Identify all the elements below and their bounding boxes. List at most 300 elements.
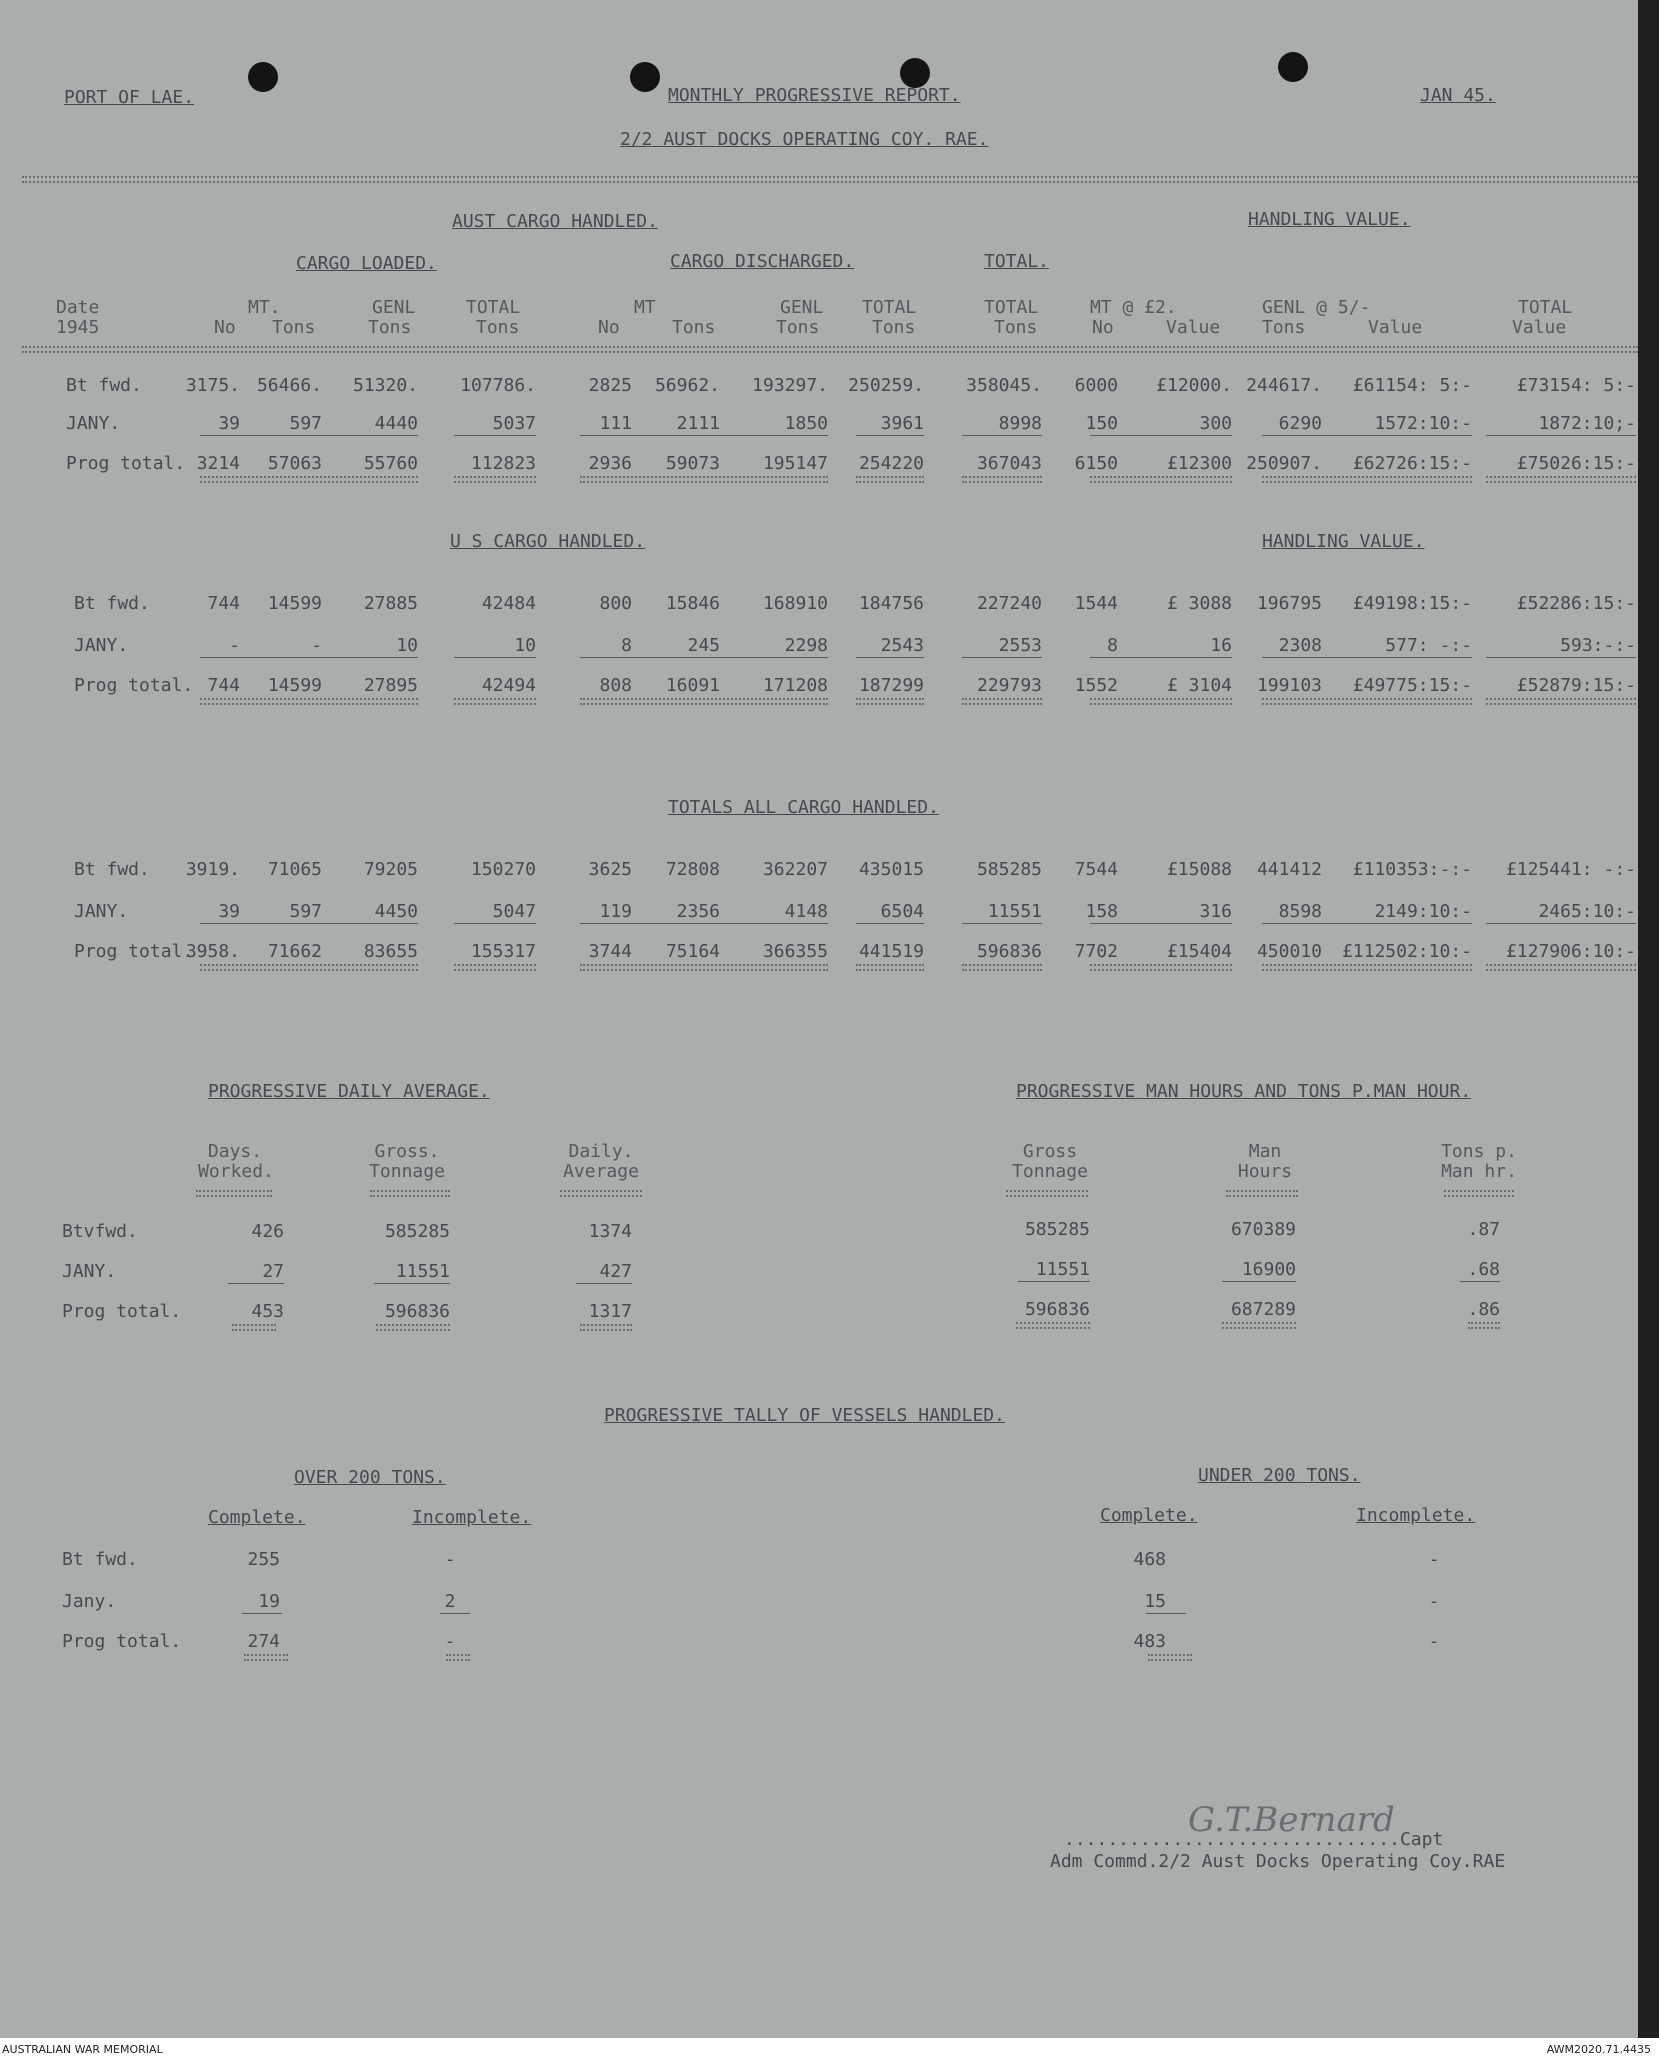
- col-loaded-genl: GENL: [372, 297, 416, 318]
- table-cell: 57063: [267, 453, 322, 474]
- row-underline: [856, 657, 924, 658]
- row-underline: [1486, 657, 1636, 658]
- col-mt-at-value: Value: [1166, 317, 1221, 338]
- table-cell: 71662: [267, 941, 322, 962]
- row-underline: [242, 1613, 282, 1614]
- table-cell: 6504: [880, 901, 924, 922]
- table-cell: 316: [1199, 901, 1232, 922]
- table-cell: 5047: [492, 901, 536, 922]
- table-cell: 3214: [196, 453, 240, 474]
- table-cell: 596836: [976, 941, 1042, 962]
- total-double-rule: [200, 476, 418, 483]
- row-underline: [1146, 1613, 1186, 1614]
- table-cell: £110353:-:-: [1352, 859, 1472, 880]
- col-gross: Gross.: [374, 1141, 440, 1162]
- col-days-worked: Worked.: [198, 1161, 274, 1182]
- table-cell: 687289: [1230, 1299, 1296, 1320]
- table-cell: 16900: [1241, 1259, 1296, 1280]
- total-double-rule: [1486, 964, 1636, 971]
- table-cell: £15404: [1166, 941, 1232, 962]
- row-label: Prog total.: [74, 675, 194, 696]
- table-cell: 244617.: [1246, 375, 1322, 396]
- table-cell: 14599: [267, 593, 322, 614]
- row-underline: [1262, 657, 1472, 658]
- punch-hole-4: [1278, 52, 1308, 82]
- table-cell: 1317: [588, 1301, 632, 1322]
- col-gross-tonnage: Tonnage: [369, 1161, 445, 1182]
- table-cell: £ 3088: [1166, 593, 1232, 614]
- col-loaded-total: TOTAL: [466, 297, 521, 318]
- table-cell: 744: [207, 675, 240, 696]
- row-underline: [200, 657, 418, 658]
- table-cell: 8: [621, 635, 632, 656]
- signature-dots: ...............................Capt: [1064, 1829, 1444, 1850]
- col-loaded-mt: MT.: [248, 297, 281, 318]
- table-cell: 51320.: [352, 375, 418, 396]
- header-rule: [1006, 1190, 1088, 1197]
- total-double-rule: [1090, 964, 1232, 971]
- table-cell: .87: [1467, 1219, 1500, 1240]
- row-underline: [1222, 1281, 1296, 1282]
- col-mh-gross-tonnage: Tonnage: [1012, 1161, 1088, 1182]
- table-cell: 808: [599, 675, 632, 696]
- col-mh-man-hours: Hours: [1237, 1161, 1293, 1182]
- us-title: U S CARGO HANDLED.: [450, 531, 646, 552]
- row-underline: [454, 923, 536, 924]
- double-rule: [22, 346, 1638, 353]
- table-cell: 10: [514, 635, 536, 656]
- total-double-rule: [1016, 1322, 1090, 1329]
- col-daily-average: Average: [563, 1161, 639, 1182]
- table-cell: 39: [218, 413, 240, 434]
- table-cell: £75026:15:-: [1516, 453, 1636, 474]
- over-complete-cell: 274: [247, 1631, 280, 1652]
- row-label: JANY.: [66, 413, 121, 434]
- table-cell: 16091: [665, 675, 720, 696]
- table-cell: 585285: [1024, 1219, 1090, 1240]
- table-cell: 15846: [665, 593, 720, 614]
- table-cell: £15088: [1166, 859, 1232, 880]
- table-cell: 3175.: [185, 375, 240, 396]
- row-underline: [1018, 1281, 1090, 1282]
- table-cell: 2149:10:-: [1374, 901, 1472, 922]
- group-cargo-discharged: CARGO DISCHARGED.: [670, 251, 855, 272]
- col-genl-at: GENL @ 5/-: [1262, 297, 1371, 318]
- table-cell: 4440: [374, 413, 418, 434]
- row-underline: [576, 1283, 632, 1284]
- total-double-rule: [454, 476, 536, 483]
- table-cell: £12300: [1166, 453, 1232, 474]
- col-disch-mt: MT: [634, 297, 656, 318]
- table-cell: £49775:15:-: [1352, 675, 1472, 696]
- total-double-rule: [446, 1654, 470, 1661]
- under-incomplete-header: Incomplete.: [1356, 1505, 1476, 1526]
- table-cell: 8598: [1278, 901, 1322, 922]
- table-cell: £52286:15:-: [1516, 593, 1636, 614]
- table-cell: 39: [218, 901, 240, 922]
- table-cell: 171208: [762, 675, 828, 696]
- col-total-value: TOTAL: [1518, 297, 1573, 318]
- col-disch-total-tons: Tons: [872, 317, 916, 338]
- table-cell: 2825: [588, 375, 632, 396]
- vessels-title: PROGRESSIVE TALLY OF VESSELS HANDLED.: [604, 1405, 1005, 1426]
- under-200-title: UNDER 200 TONS.: [1198, 1465, 1361, 1486]
- total-double-rule: [856, 964, 924, 971]
- row-underline: [440, 1613, 470, 1614]
- over-200-title: OVER 200 TONS.: [294, 1467, 446, 1488]
- total-double-rule: [580, 476, 828, 483]
- col-genl-at-tons: Tons: [1262, 317, 1306, 338]
- table-cell: 1544: [1074, 593, 1118, 614]
- row-underline: [856, 923, 924, 924]
- row-underline: [1090, 923, 1232, 924]
- row-label: Prog total.: [74, 941, 194, 962]
- man-hours-title: PROGRESSIVE MAN HOURS AND TONS P.MAN HOUR.: [1016, 1081, 1472, 1102]
- table-cell: 6150: [1074, 453, 1118, 474]
- col-daily: Daily.: [568, 1141, 634, 1162]
- group-cargo-loaded: CARGO LOADED.: [296, 253, 437, 274]
- table-cell: 3744: [588, 941, 632, 962]
- row-underline: [1262, 923, 1472, 924]
- table-cell: 441519: [858, 941, 924, 962]
- over-incomplete-cell: -: [444, 1631, 456, 1652]
- total-double-rule: [1486, 476, 1636, 483]
- table-cell: £61154: 5:-: [1352, 375, 1472, 396]
- row-underline: [580, 657, 828, 658]
- col-loaded-total-tons: Tons: [476, 317, 520, 338]
- table-cell: 362207: [762, 859, 828, 880]
- header-rule: [196, 1190, 272, 1197]
- table-cell: 4148: [784, 901, 828, 922]
- col-mh-tons-per-hour: Man hr.: [1441, 1161, 1517, 1182]
- col-days: Days.: [207, 1141, 263, 1162]
- total-double-rule: [1090, 476, 1232, 483]
- row-label: JANY.: [62, 1261, 117, 1282]
- unit-heading: 2/2 AUST DOCKS OPERATING COY. RAE.: [620, 129, 989, 150]
- table-cell: 597: [289, 413, 322, 434]
- total-double-rule: [580, 964, 828, 971]
- table-cell: 168910: [762, 593, 828, 614]
- archive-name: AUSTRALIAN WAR MEMORIAL: [2, 2043, 163, 2056]
- table-cell: 585285: [384, 1221, 450, 1242]
- double-rule: [22, 176, 1638, 183]
- row-underline: [454, 435, 536, 436]
- total-double-rule: [376, 1324, 450, 1331]
- table-cell: 3961: [880, 413, 924, 434]
- row-underline: [1262, 435, 1472, 436]
- row-underline: [962, 657, 1042, 658]
- table-cell: 596836: [384, 1301, 450, 1322]
- col-total: TOTAL: [984, 297, 1039, 318]
- table-cell: 11551: [395, 1261, 450, 1282]
- table-cell: 593:-:-: [1560, 635, 1636, 656]
- over-complete-header: Complete.: [208, 1507, 306, 1528]
- under-incomplete-cell: -: [1428, 1549, 1440, 1570]
- table-cell: 27: [262, 1261, 284, 1282]
- table-cell: 42494: [481, 675, 536, 696]
- table-cell: 7702: [1074, 941, 1118, 962]
- archive-reference: AWM2020.71.4435: [1546, 2043, 1651, 2056]
- row-underline: [1090, 657, 1232, 658]
- col-date-year: 1945: [56, 317, 100, 338]
- table-cell: -: [229, 635, 240, 656]
- table-cell: 56962.: [654, 375, 720, 396]
- table-cell: 1572:10:-: [1374, 413, 1472, 434]
- total-double-rule: [232, 1324, 276, 1331]
- table-cell: 2298: [784, 635, 828, 656]
- table-cell: 111: [599, 413, 632, 434]
- col-loaded-mt-no: No: [214, 317, 236, 338]
- total-double-rule: [200, 698, 418, 705]
- table-cell: 1872:10;-: [1538, 413, 1636, 434]
- header-rule: [1226, 1190, 1298, 1197]
- row-underline: [1486, 923, 1636, 924]
- total-double-rule: [1486, 698, 1636, 705]
- table-cell: 1374: [588, 1221, 632, 1242]
- total-double-rule: [962, 964, 1042, 971]
- table-cell: 10: [396, 635, 418, 656]
- signature-handwriting: G.T.Bernard: [1188, 1800, 1395, 1840]
- table-cell: 2111: [676, 413, 720, 434]
- table-cell: 196795: [1256, 593, 1322, 614]
- table-cell: £125441: -:-: [1505, 859, 1636, 880]
- row-underline: [962, 923, 1042, 924]
- col-mh-gross: Gross: [1022, 1141, 1078, 1162]
- table-cell: 358045.: [966, 375, 1042, 396]
- table-cell: 2308: [1278, 635, 1322, 656]
- header-rule: [1444, 1190, 1514, 1197]
- table-cell: 426: [251, 1221, 284, 1242]
- table-cell: 4450: [374, 901, 418, 922]
- table-cell: 72808: [665, 859, 720, 880]
- table-cell: 199103: [1256, 675, 1322, 696]
- table-cell: 3919.: [185, 859, 240, 880]
- table-cell: 193297.: [752, 375, 828, 396]
- over-incomplete-header: Incomplete.: [412, 1507, 532, 1528]
- table-cell: 300: [1199, 413, 1232, 434]
- table-cell: 2553: [998, 635, 1042, 656]
- col-disch-mt-tons: Tons: [672, 317, 716, 338]
- col-mt-at-no: No: [1092, 317, 1114, 338]
- aust-handling-value-title: HANDLING VALUE.: [1248, 209, 1411, 230]
- row-underline: [962, 435, 1042, 436]
- row-label: JANY.: [74, 901, 129, 922]
- row-label: Btvfwd.: [62, 1221, 138, 1242]
- table-cell: 744: [207, 593, 240, 614]
- total-double-rule: [580, 698, 828, 705]
- under-complete-cell: 15: [1144, 1591, 1166, 1612]
- table-cell: 187299: [858, 675, 924, 696]
- col-date: Date: [56, 297, 100, 318]
- under-complete-cell: 468: [1133, 1549, 1166, 1570]
- row-underline: [1460, 1281, 1500, 1282]
- table-cell: 14599: [267, 675, 322, 696]
- total-double-rule: [856, 698, 924, 705]
- table-cell: 2543: [880, 635, 924, 656]
- table-cell: 585285: [976, 859, 1042, 880]
- row-label: Bt fwd.: [66, 375, 142, 396]
- row-underline: [200, 435, 418, 436]
- table-cell: 670389: [1230, 1219, 1296, 1240]
- total-double-rule: [200, 964, 418, 971]
- col-mt-at: MT @ £2.: [1090, 297, 1177, 318]
- under-incomplete-cell: -: [1428, 1591, 1440, 1612]
- table-cell: 155317: [470, 941, 536, 962]
- aust-title: AUST CARGO HANDLED.: [452, 211, 658, 232]
- table-cell: 27885: [363, 593, 418, 614]
- table-cell: £ 3104: [1166, 675, 1232, 696]
- table-cell: 254220: [858, 453, 924, 474]
- col-disch-genl: GENL: [780, 297, 824, 318]
- row-label: Prog total.: [66, 453, 186, 474]
- col-mh-tons: Tons p.: [1441, 1141, 1517, 1162]
- table-cell: 55760: [363, 453, 418, 474]
- totals-title: TOTALS ALL CARGO HANDLED.: [668, 797, 939, 818]
- table-cell: 59073: [665, 453, 720, 474]
- table-cell: 79205: [363, 859, 418, 880]
- table-cell: 8: [1107, 635, 1118, 656]
- us-handling-value-title: HANDLING VALUE.: [1262, 531, 1425, 552]
- total-double-rule: [1262, 698, 1472, 705]
- table-cell: 119: [599, 901, 632, 922]
- under-complete-header: Complete.: [1100, 1505, 1198, 1526]
- table-cell: .86: [1467, 1299, 1500, 1320]
- table-cell: 596836: [1024, 1299, 1090, 1320]
- col-mh-man: Man: [1248, 1141, 1282, 1162]
- report-title: MONTHLY PROGRESSIVE REPORT.: [668, 85, 961, 106]
- table-cell: 441412: [1256, 859, 1322, 880]
- punch-hole-1: [248, 62, 278, 92]
- total-double-rule: [856, 476, 924, 483]
- row-label: Bt fwd.: [62, 1549, 138, 1570]
- group-total: TOTAL.: [984, 251, 1050, 272]
- table-cell: 5037: [492, 413, 536, 434]
- row-label: Prog total.: [62, 1631, 182, 1652]
- port-heading: PORT OF LAE.: [64, 87, 195, 108]
- row-underline: [1090, 435, 1232, 436]
- over-complete-cell: 255: [247, 1549, 280, 1570]
- table-cell: 7544: [1074, 859, 1118, 880]
- row-label: Prog total.: [62, 1301, 182, 1322]
- total-double-rule: [1090, 698, 1232, 705]
- over-incomplete-cell: 2: [444, 1591, 456, 1612]
- col-genl-at-value: Value: [1368, 317, 1423, 338]
- table-cell: 800: [599, 593, 632, 614]
- row-underline: [1486, 435, 1636, 436]
- table-cell: £127906:10:-: [1505, 941, 1636, 962]
- total-double-rule: [1468, 1322, 1500, 1329]
- total-double-rule: [1262, 476, 1472, 483]
- col-loaded-genl-tons: Tons: [368, 317, 412, 338]
- col-disch-genl-tons: Tons: [776, 317, 820, 338]
- row-underline: [200, 923, 418, 924]
- table-cell: 107786.: [460, 375, 536, 396]
- table-cell: 195147: [762, 453, 828, 474]
- header-rule: [370, 1190, 450, 1197]
- col-loaded-mt-tons: Tons: [272, 317, 316, 338]
- row-label: Bt fwd.: [74, 593, 150, 614]
- punch-hole-2: [630, 62, 660, 92]
- table-cell: 75164: [665, 941, 720, 962]
- row-underline: [580, 923, 828, 924]
- total-double-rule: [580, 1324, 632, 1331]
- punch-hole-3: [900, 58, 930, 88]
- row-underline: [374, 1283, 450, 1284]
- total-double-rule: [244, 1654, 288, 1661]
- table-cell: 1850: [784, 413, 828, 434]
- table-cell: 6290: [1278, 413, 1322, 434]
- table-cell: 112823: [470, 453, 536, 474]
- over-incomplete-cell: -: [444, 1549, 456, 1570]
- total-double-rule: [454, 698, 536, 705]
- table-cell: 56466.: [256, 375, 322, 396]
- table-cell: .68: [1467, 1259, 1500, 1280]
- total-double-rule: [454, 964, 536, 971]
- table-cell: 250907.: [1246, 453, 1322, 474]
- table-cell: 427: [599, 1261, 632, 1282]
- row-underline: [580, 435, 828, 436]
- table-cell: 229793: [976, 675, 1042, 696]
- total-double-rule: [1262, 964, 1472, 971]
- table-cell: 245: [687, 635, 720, 656]
- table-cell: 11551: [987, 901, 1042, 922]
- table-cell: 435015: [858, 859, 924, 880]
- table-cell: 1552: [1074, 675, 1118, 696]
- total-double-rule: [962, 698, 1042, 705]
- table-cell: 71065: [267, 859, 322, 880]
- col-total-tons: Tons: [994, 317, 1038, 338]
- total-double-rule: [1148, 1654, 1192, 1661]
- under-incomplete-cell: -: [1428, 1631, 1440, 1652]
- table-cell: 3958.: [185, 941, 240, 962]
- table-cell: 577: -:-: [1385, 635, 1472, 656]
- table-cell: £52879:15:-: [1516, 675, 1636, 696]
- table-cell: 250259.: [848, 375, 924, 396]
- table-cell: 366355: [762, 941, 828, 962]
- table-cell: 150: [1085, 413, 1118, 434]
- table-cell: 2356: [676, 901, 720, 922]
- table-cell: 453: [251, 1301, 284, 1322]
- table-cell: £112502:10:-: [1341, 941, 1472, 962]
- table-cell: 2936: [588, 453, 632, 474]
- table-cell: 8998: [998, 413, 1042, 434]
- table-cell: 83655: [363, 941, 418, 962]
- row-underline: [228, 1283, 284, 1284]
- table-cell: 2465:10:-: [1538, 901, 1636, 922]
- table-cell: £12000.: [1156, 375, 1232, 396]
- table-cell: 367043: [976, 453, 1042, 474]
- table-cell: 27895: [363, 675, 418, 696]
- row-label: Jany.: [62, 1591, 117, 1612]
- archive-footer: [0, 2038, 1659, 2061]
- row-underline: [856, 435, 924, 436]
- table-cell: -: [311, 635, 322, 656]
- daily-average-title: PROGRESSIVE DAILY AVERAGE.: [208, 1081, 490, 1102]
- under-complete-cell: 483: [1133, 1631, 1166, 1652]
- table-cell: £73154: 5:-: [1516, 375, 1636, 396]
- table-cell: 150270: [470, 859, 536, 880]
- col-disch-mt-no: No: [598, 317, 620, 338]
- table-cell: 184756: [858, 593, 924, 614]
- col-disch-total: TOTAL: [862, 297, 917, 318]
- header-rule: [560, 1190, 642, 1197]
- table-cell: £62726:15:-: [1352, 453, 1472, 474]
- over-complete-cell: 19: [258, 1591, 280, 1612]
- total-double-rule: [962, 476, 1042, 483]
- signature-designation: Adm Commd.2/2 Aust Docks Operating Coy.RAE: [1050, 1851, 1506, 1872]
- col-total-value-value: Value: [1512, 317, 1567, 338]
- table-cell: 597: [289, 901, 322, 922]
